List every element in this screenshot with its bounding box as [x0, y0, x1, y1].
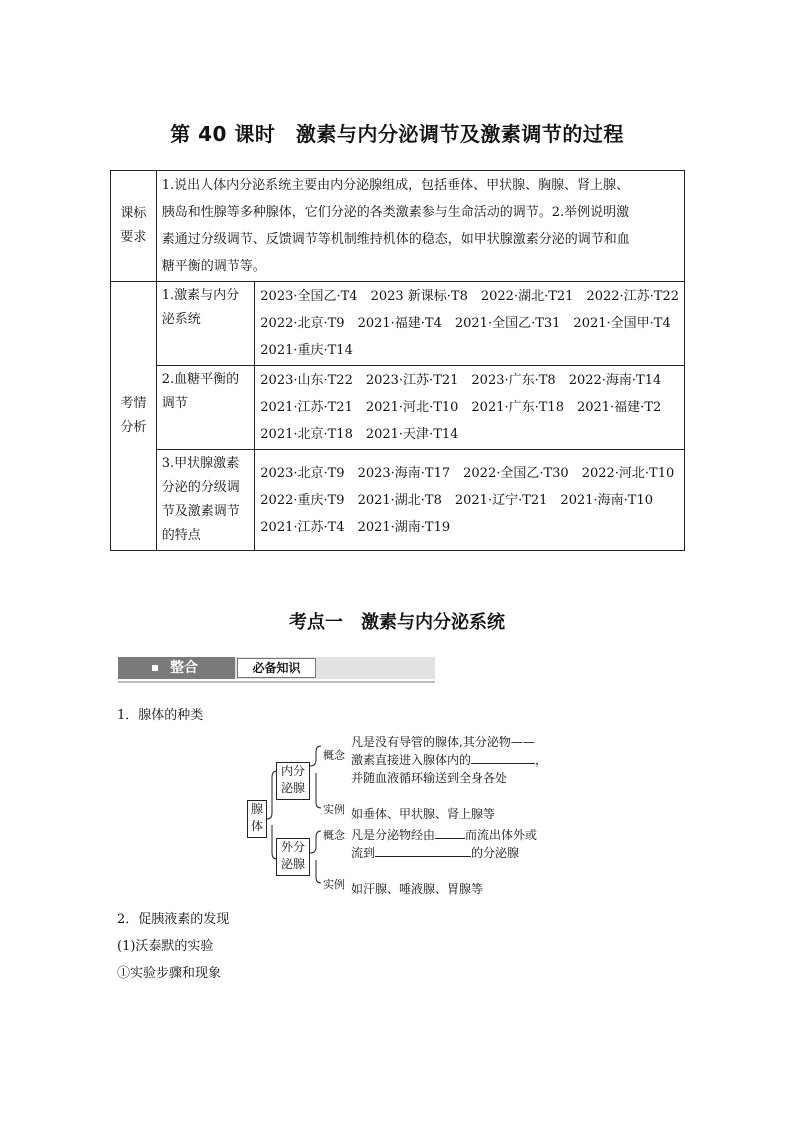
endocrine-concept-line-1: 凡是没有导管的腺体,其分泌物—— — [351, 735, 535, 749]
paragraph-heading-3: (1)沃泰默的实验 — [117, 939, 214, 954]
table-row-topic-3 — [111, 450, 685, 551]
topic-name: 3.甲状腺激素 分泌的分级调 节及激素调节 的特点 — [156, 450, 255, 551]
section-banner — [118, 657, 435, 683]
section-heading: 考点一 激素与内分泌系统 — [289, 612, 505, 633]
gland-types-diagram — [240, 733, 560, 903]
paragraph-heading-4: ①实验步骤和现象 — [117, 966, 222, 981]
fill-in-blank[interactable] — [471, 751, 535, 764]
topic-name: 1.激素与内分 泌系统 — [156, 282, 255, 366]
label-analysis: 考情 分析 — [111, 282, 157, 551]
topic-name: 2.血糖平衡的 调节 — [156, 366, 255, 450]
root-gland-box: 腺 体 — [247, 800, 267, 838]
square-bullet-icon — [152, 665, 158, 671]
fill-in-blank[interactable] — [375, 844, 471, 857]
table-row-topic-2 — [111, 366, 685, 450]
topic-exam-items: 2023·全国乙·T4 2023 新课标·T8 2022·湖北·T21 2022·江苏·T22 2022·北京·T9 2021·福建·T4 2021·全国乙·T31 2021·全国甲·T4 2021·重庆·T14 — [255, 282, 685, 366]
curriculum-standards-table — [110, 170, 685, 551]
table-row-topic-1 — [111, 282, 685, 366]
exocrine-example-label: 实例 — [323, 878, 345, 891]
label-requirements: 课标 要求 — [111, 171, 157, 282]
endocrine-gland-box: 内分 泌腺 — [276, 762, 310, 800]
endocrine-example-label: 实例 — [323, 803, 345, 816]
banner-main: 整合 — [118, 657, 235, 679]
banner-tag: 必备知识 — [237, 658, 316, 678]
exocrine-concept-label: 概念 — [323, 829, 345, 842]
exocrine-example-text: 如汗腺、唾液腺、胃腺等 — [351, 882, 484, 896]
page-title: 第 40 课时 激素与内分泌调节及激素调节的过程 — [170, 122, 624, 146]
endocrine-example-text: 如垂体、甲状腺、肾上腺等 — [351, 807, 496, 821]
exocrine-concept-line-2: 流到 的分泌腺 — [351, 846, 520, 860]
exocrine-concept-line-1: 凡是分泌物经由 而流出体外或 — [351, 828, 538, 842]
exocrine-gland-box: 外分 泌腺 — [276, 838, 310, 876]
paragraph-heading-2: 2．促胰液素的发现 — [117, 912, 230, 927]
topic-exam-items: 2023·北京·T9 2023·海南·T17 2022·全国乙·T30 2022·河北·T10 2022·重庆·T9 2021·湖北·T8 2021·辽宁·T21 2021·海南·T10 2021·江苏·T4 2021·湖南·T19 — [255, 450, 685, 551]
paragraph-heading-1: 1．腺体的种类 — [117, 708, 204, 723]
endocrine-concept-label: 概念 — [323, 749, 345, 762]
fill-in-blank[interactable] — [435, 826, 465, 839]
table-row-requirements — [111, 171, 685, 282]
requirements-text: 1.说出人体内分泌系统主要由内分泌腺组成，包括垂体、甲状腺、胸腺、肾上腺、 胰岛和性腺等多种腺体，它们分泌的各类激素参与生命活动的调节。2.举例说明激 素通过分级调节、反馈调节等机制维持机体的稳态，如甲状腺激素分泌的调节和血 糖平衡的调节等。 — [156, 171, 684, 282]
endocrine-concept-line-3: 并随血液循环输送到全身各处 — [351, 771, 508, 785]
topic-exam-items: 2023·山东·T22 2023·江苏·T21 2023·广东·T8 2022·海南·T14 2021·江苏·T21 2021·河北·T10 2021·广东·T18 2021·福建·T2 2021·北京·T18 2021·天津·T14 — [255, 366, 685, 450]
endocrine-concept-line-2: 激素直接进入腺体内的 ， — [351, 753, 548, 767]
